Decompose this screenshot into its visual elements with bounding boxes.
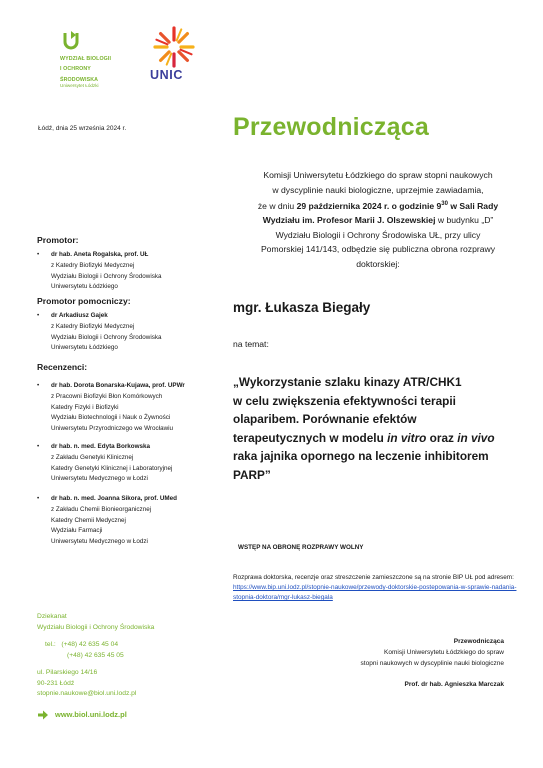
faculty-logo-line1: WYDZIAŁ BIOLOGII [60, 56, 112, 62]
free-entry-note: WSTĘP NA OBRONĘ ROZPRAWY WOLNY [238, 544, 364, 551]
reviewer-entry [37, 494, 222, 548]
candidate-name: mgr. Łukasza Biegały [233, 300, 371, 315]
reviewer-2-line-1: z Zakładu Genetyki Klinicznej [51, 453, 134, 461]
contact-dean-office: Dziekanat [37, 613, 67, 620]
reviewer-1-line-4: Uniwersytetu Przyrodniczego we Wrocławiu [51, 425, 174, 433]
promotor-entry [37, 250, 222, 293]
intro-line-1: Komisji Uniwersytetu Łódzkiego do spraw stopni naukowych [263, 170, 493, 180]
signature-block [290, 636, 504, 690]
reviewer-entry [37, 381, 222, 435]
reviewer-1-line-3: Wydziału Biotechnologii i Nauk o Żywności [51, 414, 171, 422]
bip-link[interactable]: https://www.bip.uni.lodz.pl/stopnie-naukowe/przewody-doktorskie-postepowania-w-sprawie-nadania-stopnia-doktora/mgr-lukasz-biegala [233, 584, 517, 602]
faculty-logo [60, 30, 150, 89]
intro-line-2: w dyscyplinie nauki biologiczne, uprzejmie zawiadamia, [272, 184, 484, 195]
intro-line-3-a: że w dniu [257, 200, 297, 211]
intro-room-name: Wydziału im. Profesor Marii J. Olszewskiej [262, 215, 436, 226]
assistant-promotor-name: dr Arkadiusz Gajek [51, 312, 108, 319]
bullet-icon: • [37, 495, 40, 502]
intro-line-3-c: w Sali Rady [447, 200, 499, 211]
contact-email[interactable]: stopnie.naukowe@biol.uni.lodz.pl [37, 690, 137, 698]
intro-building: w budynku „D” [435, 215, 494, 226]
thesis-line-4 [233, 429, 523, 448]
assistant-promotor-entry [37, 311, 222, 354]
faculty-logo-line2: I OCHRONY [60, 66, 91, 73]
promotor-line-1: z Katedry Biofizyki Medycznej [51, 261, 135, 269]
bullet-icon: • [37, 443, 40, 450]
thesis-line-5: raka jajnika opornego na leczenie inhibitorem [233, 449, 489, 463]
assistant-promotor-line-3: Uniwersytetu Łódzkiego [51, 344, 118, 352]
reviewer-1-line-2: Katedry Fizyki i Biofizyki [51, 403, 119, 411]
signature-line-2: Komisji Uniwersytetu Łódzkiego do spraw [384, 649, 504, 656]
unic-star-icon [153, 26, 195, 68]
reviewer-1-line-1: z Pracowni Biofizyki Błon Komórkowych [51, 392, 163, 400]
thesis-line-2: w celu zwiększenia efektywności terapii [233, 393, 456, 408]
signature-role: Przewodnicząca [453, 638, 504, 645]
promotor-name: dr hab. Aneta Rogalska, prof. UŁ [51, 251, 149, 258]
bip-info-text: Rozprawa doktorska, recenzje oraz streszczenie zamieszczone są na stronie BIP UŁ pod adresem: [233, 574, 514, 581]
website-url: www.biol.uni.lodz.pl [55, 709, 127, 719]
thesis-line-1: „Wykorzystanie szlaku kinazy ATR/CHK1 [233, 375, 462, 389]
promotor-heading: Promotor: [37, 235, 79, 245]
intro-line-7: doktorskiej: [356, 258, 400, 269]
assistant-promotor-line-2: Wydziału Biologii i Ochrony Środowiska [51, 333, 162, 341]
intro-line-5: Wydziału Biologii i Ochrony Środowiska UŁ, przy ulicy [275, 229, 481, 240]
unic-wordmark: UNIC [150, 68, 183, 82]
bip-info [233, 573, 528, 604]
reviewer-2-name: dr hab. n. med. Edyta Borkowska [51, 443, 151, 450]
reviewer-3-name: dr hab. n. med. Joanna Sikora, prof. UMed [51, 495, 177, 502]
date-line: Łódź, dnia 25 września 2024 r. [38, 125, 127, 132]
bullet-icon: • [37, 382, 40, 389]
reviewer-3-line-1: z Zakładu Chemii Bionieorganicznej [51, 505, 152, 513]
contact-address-1: ul. Pilarskiego 14/16 [37, 668, 98, 676]
contact-phone-2: (+48) 42 635 45 05 [67, 651, 124, 659]
reviewer-2-line-2: Katedry Genetyki Klinicznej i Laboratoryjnej [51, 464, 173, 472]
thesis-line-4-b: oraz [426, 430, 458, 445]
thesis-in-vivo: in vivo [457, 430, 495, 445]
faculty-logo-line4: Uniwersytet Łódzki [60, 82, 99, 88]
unic-logo [150, 26, 198, 82]
reviewer-1-name: dr hab. Dorota Bonarska-Kujawa, prof. UPWr [51, 382, 185, 389]
announcement-intro [233, 168, 523, 271]
signature-name: Prof. dr hab. Agnieszka Marczak [404, 681, 504, 688]
assistant-promotor-heading: Promotor pomocniczy: [37, 296, 131, 306]
thesis-in-vitro: in vitro [387, 430, 427, 445]
on-topic-label: na temat: [233, 339, 269, 349]
signature-line-3: stopni naukowych w dyscyplinie nauki biologiczne [360, 660, 504, 667]
reviewer-3-line-4: Uniwersytetu Medycznego w Łodzi [51, 538, 148, 546]
website-link[interactable] [37, 709, 127, 721]
arrow-right-icon [37, 709, 49, 721]
intro-line-3 [233, 197, 523, 213]
bullet-icon: • [37, 312, 40, 319]
reviewer-3-line-3: Wydziału Farmacji [51, 527, 103, 535]
promotor-line-3: Uniwersytetu Łódzkiego [51, 283, 118, 291]
intro-defense-date: 29 października 2024 r. o godzinie 9 [296, 200, 442, 211]
intro-line-4 [233, 213, 523, 228]
thesis-line-3: olaparibem. Porównanie efektów [233, 412, 417, 426]
contact-block [37, 612, 227, 700]
reviewers-heading: Recenzenci: [37, 362, 88, 372]
contact-address-2: 90-231 Łódź [37, 679, 75, 687]
intro-line-6: Pomorskiej 141/143, odbędzie się publiczna obrona rozprawy [260, 244, 496, 255]
reviewer-3-line-2: Katedry Chemii Medycznej [51, 516, 126, 524]
contact-phone-1: tel.: (+48) 42 635 45 04 [45, 640, 119, 648]
faculty-logo-mark-icon [60, 30, 82, 52]
faculty-logo-line3: ŚRODOWISKA [60, 76, 99, 83]
thesis-line-4-a: terapeutycznych w modelu [233, 430, 388, 445]
promotor-line-2: Wydziału Biologii i Ochrony Środowiska [51, 272, 162, 280]
thesis-title [233, 373, 523, 484]
contact-faculty: Wydziału Biologii i Ochrony Środowiska [37, 623, 155, 631]
reviewer-entry [37, 442, 222, 485]
page-title: Przewodnicząca [233, 113, 429, 141]
thesis-line-6: PARP” [233, 467, 271, 482]
bullet-icon: • [37, 251, 40, 258]
reviewer-2-line-3: Uniwersytetu Medycznego w Łodzi [51, 475, 148, 483]
intro-defense-time-minutes: 30 [441, 201, 448, 207]
assistant-promotor-line-1: z Katedry Biofizyki Medycznej [51, 322, 135, 330]
